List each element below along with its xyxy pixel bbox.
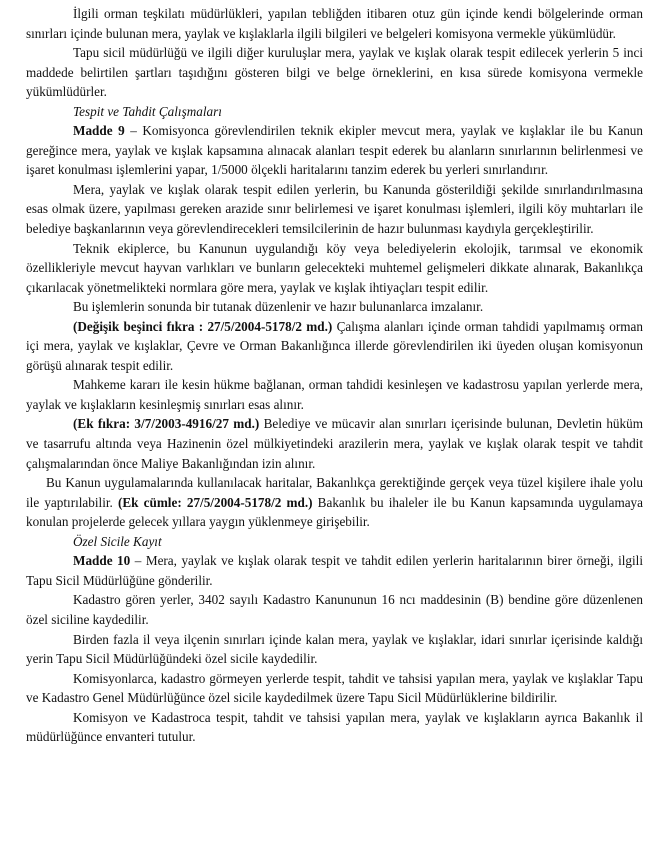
paragraph (26, 297, 643, 317)
bold-reference: Madde 10 (73, 553, 131, 569)
paragraph (26, 317, 643, 376)
bold-reference: Madde 9 (73, 123, 125, 139)
paragraph-text: – Mera, yaylak ve kışlak olarak tespit ve tahdit edilen yerlerin haritalarının birer örneği, ilgili Tapu Sicil Müdürlüğüne gönderilir. (26, 553, 643, 588)
paragraph (26, 180, 643, 239)
paragraph-text: Tapu sicil müdürlüğü ve ilgili diğer kuruluşlar mera, yaylak ve kışlak olarak tespit edilecek yerlerin 5 inci maddede belirtilen şartları taşıdığını gösteren bilgi ve belge örneklerini, en kısa sürede komisyona vermekle yükümlüdürler. (26, 45, 643, 100)
paragraph-text: Bakanlık bu ihaleler ile bu Kanun kapsamında uygulamaya konulan projelerde gelecek yıllara yaygın yüklenmeye girişebilir. (26, 494, 643, 530)
paragraph-text: – Komisyonca görevlendirilen teknik ekipler mevcut mera, yaylak ve kışlaklar ile bu Kanun gereğince mera, yaylak ve kışlak kapsamına alınacak alanları tespit ederek bu alanların sınırlarının belirlenmesi ve işaret konulması işlemlerini yapar, 1/5000 ölçekli haritalarını tanzim ederek bu yerleri sınırlandırır. (26, 123, 643, 178)
paragraph-text: Bu Kanun uygulamalarında kullanılacak haritalar, Bakanlıkça gerektiğinde gerçek veya tüzel kişilere ihale yolu ile yaptırılabilir. (26, 475, 643, 510)
paragraph-text: Belediye ve mücavir alan sınırları içerisinde bulunan, Devletin hüküm ve tasarrufu altında veya Hazinenin özel mülkiyetindeki arazilerin mera, yaylak ve kışlak olarak tespit ve tahdit çalışmalarından önce Maliye Bakanlığından izin alınır. (26, 416, 643, 471)
paragraph-text: Mahkeme kararı ile kesin hükme bağlanan, orman tahdidi kesinleşen ve kadastrosu yapılan yerlerde mera, yaylak ve kışlakların kesinleşmiş sınırları esas alınır. (26, 377, 643, 412)
bold-reference: (Ek cümle: 27/5/2004-5178/2 md.) (117, 494, 313, 510)
paragraph (26, 4, 643, 43)
paragraph (26, 414, 643, 473)
paragraph (26, 630, 643, 669)
paragraph-text: Özel Sicile Kayıt (73, 533, 162, 549)
paragraph (26, 239, 643, 298)
paragraph (26, 43, 643, 102)
paragraph-text: Teknik ekiplerce, bu Kanunun uygulandığı köy veya belediyelerin ekolojik, tarımsal ve ekonomik özellikleriyle mevcut hayvan varlıkları ve bunların gelecekteki muhtemel gelişmeleri dikkate alınarak, Bakanlıkça çıkarılacak yönetmelikteki normlara göre mera, yaylak ve kışlak ihtiyaçları tespit edilir. (26, 240, 643, 295)
paragraph-text: Bu işlemlerin sonunda bir tutanak düzenlenir ve hazır bulunanlarca imzalanır. (73, 299, 484, 315)
paragraph-text: İlgili orman teşkilatı müdürlükleri, yapılan tebliğden itibaren otuz gün içinde kendi bölgelerinde orman sınırları içinde bulunan mera, yaylak ve kışlaklarla ilgili bilgileri ve belgeleri komisyona vermekle yükümlüdür. (26, 6, 643, 41)
section-heading (26, 532, 643, 552)
paragraph (26, 473, 643, 532)
bold-reference: (Ek fıkra: 3/7/2003-4916/27 md.) (73, 416, 260, 432)
paragraph-text: Mera, yaylak ve kışlak olarak tespit edilen yerlerin, bu Kanunda gösterildiği şekilde sınırlandırılmasına esas olmak üzere, yapılması gereken arazide sınır belirlemesi ve işaret konulması işlemleri, ilgili köy muhtarları ile belediye başkanlarının veya görevlendirecekleri temsilcilerinin de hazır bulunması kaydıyla gerçekleştirilir. (26, 181, 643, 237)
paragraph (26, 590, 643, 629)
paragraph-text: Komisyon ve Kadastroca tespit, tahdit ve tahsisi yapılan mera, yaylak ve kışlakların ayrıca Bakanlık il müdürlüğünce envanteri tutulur. (26, 709, 643, 745)
paragraph-text: Kadastro gören yerler, 3402 sayılı Kadastro Kanununun 16 ncı maddesinin (B) bendine göre düzenlenen özel siciline kaydedilir. (26, 592, 643, 627)
paragraph (26, 551, 643, 590)
paragraph (26, 708, 643, 747)
section-heading (26, 102, 643, 122)
paragraph-text: Birden fazla il veya ilçenin sınırları içinde kalan mera, yaylak ve kışlaklar, idari sınırlar içerisinde kaldığı yerin Tapu Sicil Müdürlüğündeki özel sicile kaydedilir. (26, 631, 643, 667)
paragraph-text: Tespit ve Tahdit Çalışmaları (73, 103, 222, 119)
paragraph-text: Çalışma alanları içinde orman tahdidi yapılmamış orman içi mera, yaylak ve kışlaklar, Çevre ve Orman Bakanlığınca illerde görevlendirilen iki üyeden oluşan komisyonun görüşü alınarak tespit edilir. (26, 318, 643, 373)
paragraph (26, 669, 643, 708)
paragraph-text: Komisyonlarca, kadastro görmeyen yerlerde tespit, tahdit ve tahsisi yapılan mera, yaylak ve kışlaklar Tapu ve Kadastro Genel Müdürlüğünce özel sicile kaydedilmek üzere Tapu Sicil Müdürlüklerine bildirilir. (26, 670, 643, 706)
paragraph (26, 121, 643, 180)
bold-reference: (Değişik beşinci fıkra : 27/5/2004-5178/2 md.) (73, 318, 333, 334)
paragraph (26, 375, 643, 414)
